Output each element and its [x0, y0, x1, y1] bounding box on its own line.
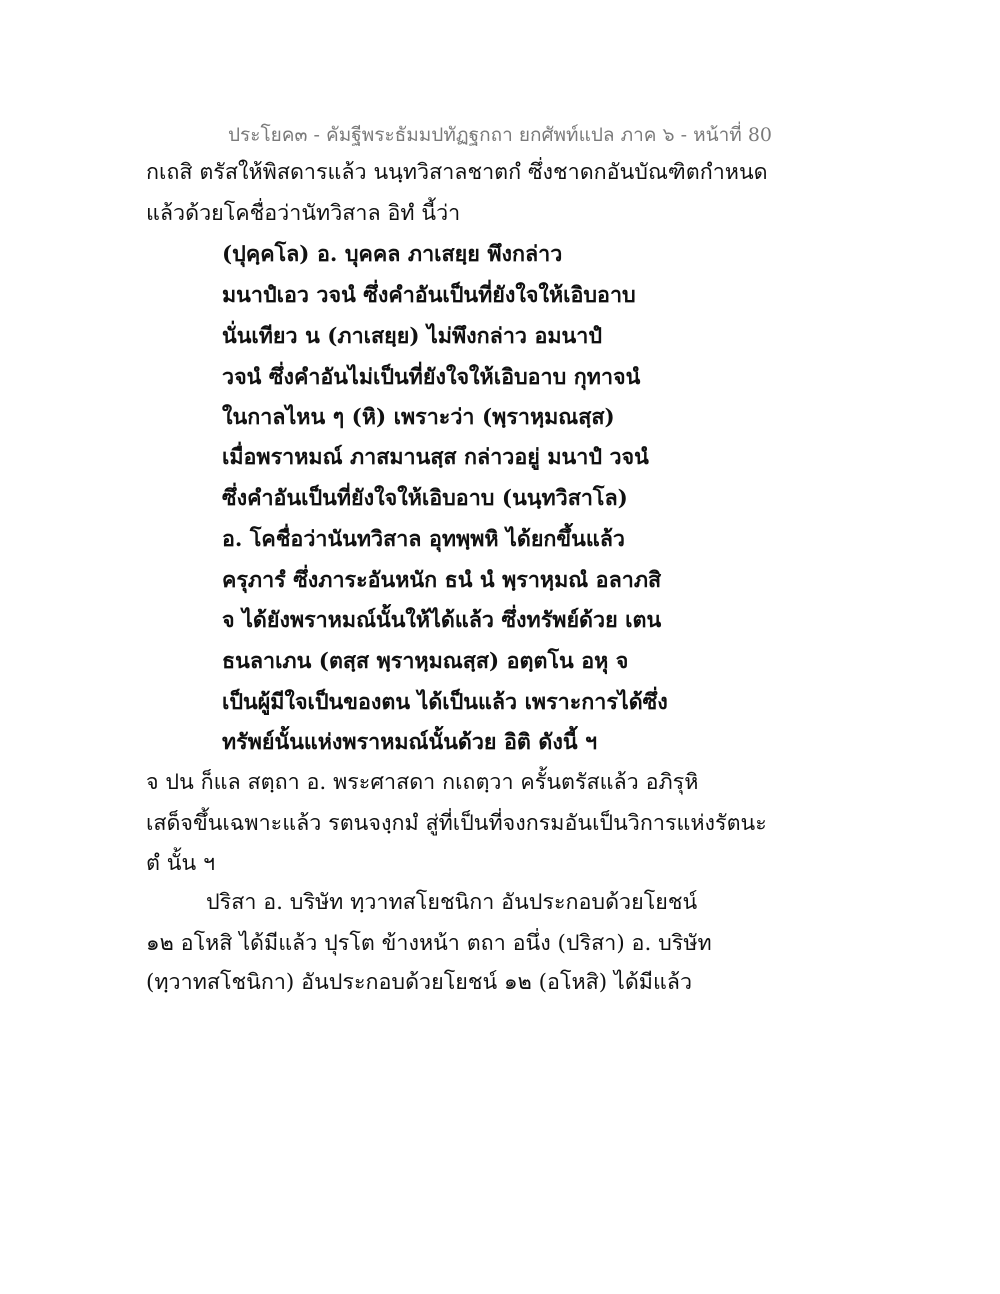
verse-line-4: วจนํ ซึ่งคำอันไม่เป็นที่ยังใจให้เอิบอาบ กุทาจนํ — [222, 365, 641, 390]
verse-line-11: ธนลาเภน (ตสฺส พฺราหฺมณสฺส) อตฺตโน อหุ จ — [222, 649, 629, 674]
verse-line-1: (ปุคฺคโล) อ. บุคคล ภาเสยฺย พึงกล่าว — [222, 242, 563, 267]
verse-line-6: เมื่อพราหมณ์ ภาสมานสฺส กล่าวอยู่ มนาปํ วจนํ — [222, 445, 649, 470]
verse-line-12: เป็นผู้มีใจเป็นของตน ได้เป็นแล้ว เพราะการได้ซึ่ง — [222, 690, 668, 715]
verse-line-13: ทรัพย์นั้นแห่งพราหมณ์นั้นด้วย อิติ ดังนี้ ฯ — [222, 730, 598, 755]
intro-line-1: กเถสิ ตรัสให้พิสดารแล้ว นนฺทวิสาลชาตกํ ซึ่งชาดกอันบัณฑิตกำหนด — [146, 160, 768, 185]
paragraph-line-3: (ทฺวาทสโชนิกา) อันประกอบด้วยโยชน์ ๑๒ (อโหสิ) ได้มีแล้ว — [146, 970, 693, 995]
after-line-1: จ ปน ก็แล สตฺถา อ. พระศาสดา กเถตฺวา ครั้นตรัสแล้ว อภิรุหิ — [146, 770, 699, 795]
paragraph-line-2: ๑๒ อโหสิ ได้มีแล้ว ปุรโต ข้างหน้า ตถา อนึ่ง (ปริสา) อ. บริษัท — [146, 931, 712, 956]
verse-line-7: ซึ่งคำอันเป็นที่ยังใจให้เอิบอาบ (นนฺทวิสาโล) — [222, 486, 628, 511]
verse-line-10: จ ได้ยังพราหมณ์นั้นให้ได้แล้ว ซึ่งทรัพย์ด้วย เตน — [222, 608, 662, 633]
verse-line-3: นั่นเทียว น (ภาเสยฺย) ไม่พึงกล่าว อมนาปํ — [222, 324, 602, 349]
intro-line-2: แล้วด้วยโคชื่อว่านัทวิสาล อิทํ นี้ว่า — [146, 201, 461, 226]
verse-line-2: มนาปํเอว วจนํ ซึ่งคำอันเป็นที่ยังใจให้เอิบอาบ — [222, 283, 636, 308]
after-line-2: เสด็จขึ้นเฉพาะแล้ว รตนจงฺกมํ สู่ที่เป็นที่จงกรมอันเป็นวิการแห่งรัตนะ — [146, 811, 767, 836]
verse-line-5: ในกาลไหน ๆ (หิ) เพราะว่า (พฺราหฺมณสฺส) — [222, 405, 615, 430]
page-header: ประโยค๓ - คัมฐีพระธัมมปทัฏฐกถา ยกศัพท์แปล ภาค ๖ - หน้าที่ 80 — [227, 124, 772, 146]
verse-line-8: อ. โคชื่อว่านันทวิสาล อุทพฺพหิ ได้ยกขึ้นแล้ว — [222, 527, 625, 552]
after-line-3: ตํ นั้น ฯ — [146, 851, 216, 876]
verse-line-9: ครุภารํ ซึ่งภาระอันหนัก ธนํ นํ พฺราหฺมณํ อลาภสิ — [222, 568, 662, 593]
paragraph-line-1: ปริสา อ. บริษัท ทฺวาทสโยชนิกา อันประกอบด้วยโยชน์ — [206, 890, 698, 915]
